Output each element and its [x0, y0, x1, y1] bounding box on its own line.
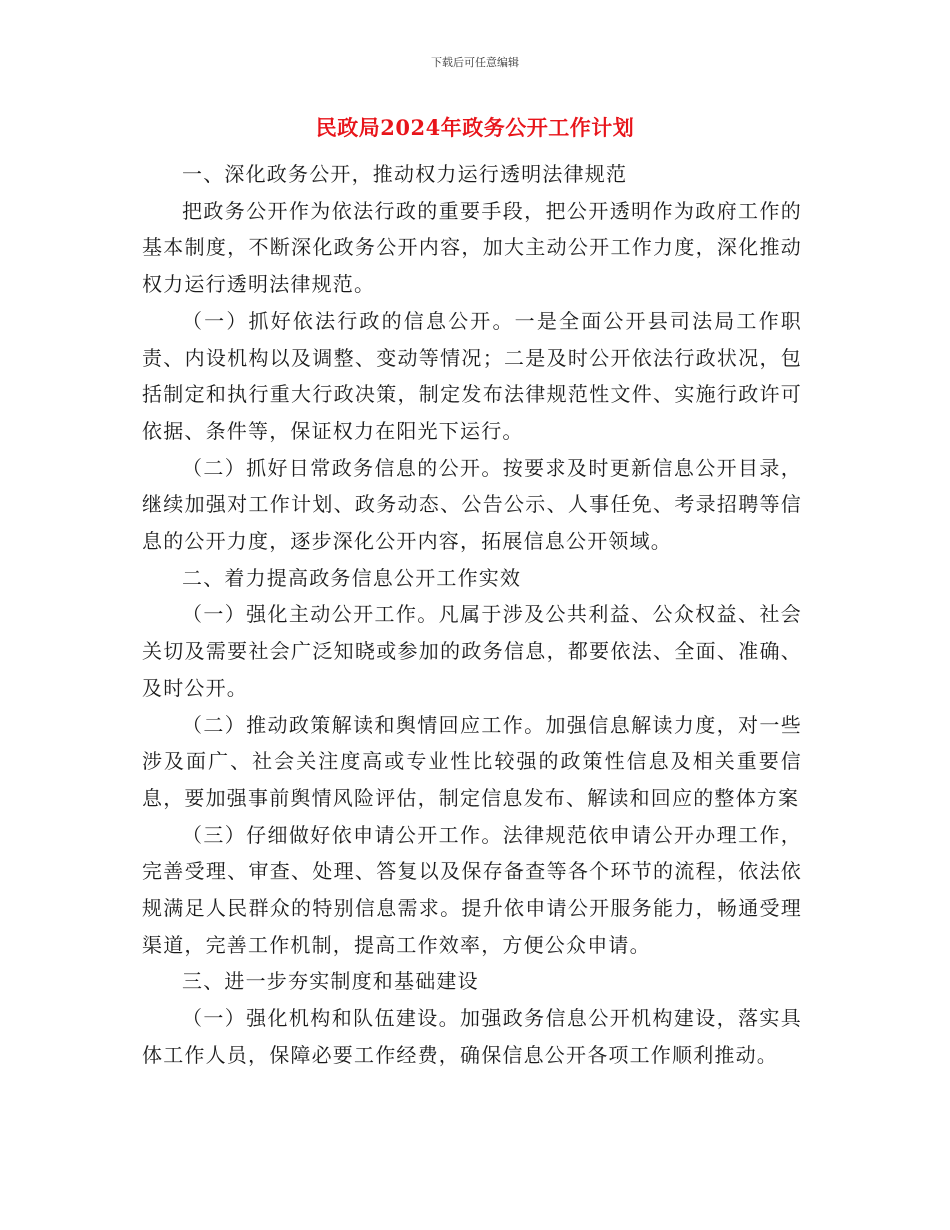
header-note: 下载后可任意编辑 [431, 56, 519, 69]
paragraph: （二）抓好日常政务信息的公开。按要求及时更新信息公开目录，继续加强对工作计划、政务动态、公告公示、人事任免、考录招聘等信息的公开力度，逐步深化公开内容，拓展信息公开领域。 [142, 455, 802, 554]
document-body [142, 156, 802, 1074]
section-heading-2: 二、着力提高政务信息公开工作实效 [182, 565, 522, 590]
section-heading-1: 一、深化政务公开，推动权力运行透明法律规范 [182, 162, 628, 186]
paragraph: 把政务公开作为依法行政的重要手段，把公开透明作为政府工作的基本制度，不断深化政务公开内容，加大主动公开工作力度，深化推动权力运行透明法律规范。 [142, 198, 802, 297]
paragraph: （二）推动政策解读和舆情回应工作。加强信息解读力度，对一些涉及面广、社会关注度高或专业性比较强的政策性信息及相关重要信息，要加强事前舆情风险评估，制定信息发布、解读和回应的整体方案 [142, 712, 802, 810]
paragraph: （一）强化主动公开工作。凡属于涉及公共利益、公众权益、社会关切及需要社会广泛知晓或参加的政务信息，都要依法、全面、准确、及时公开。 [142, 602, 802, 700]
paragraph: （一）抓好依法行政的信息公开。一是全面公开县司法局工作职责、内设机构以及调整、变动等情况；二是及时公开依法行政状况，包括制定和执行重大行政决策，制定发布法律规范性文件、实施行政许可依据、条件等，保证权力在阳光下运行。 [142, 308, 802, 443]
paragraph: （三）仔细做好依申请公开工作。法律规范依申请公开办理工作，完善受理、审查、处理、答复以及保存备查等各个环节的流程，依法依规满足人民群众的特别信息需求。提升依申请公开服务能力，畅通受理渠道，完善工作机制，提高工作效率，方便公众申请。 [142, 822, 802, 957]
section-heading-3: 三、进一步夯实制度和基础建设 [182, 969, 479, 994]
document-title: 民政局2024年政务公开工作计划 [315, 115, 635, 140]
paragraph: （一）强化机构和队伍建设。加强政务信息公开机构建设，落实具体工作人员，保障必要工作经费，确保信息公开各项工作顺利推动。 [142, 1006, 802, 1067]
